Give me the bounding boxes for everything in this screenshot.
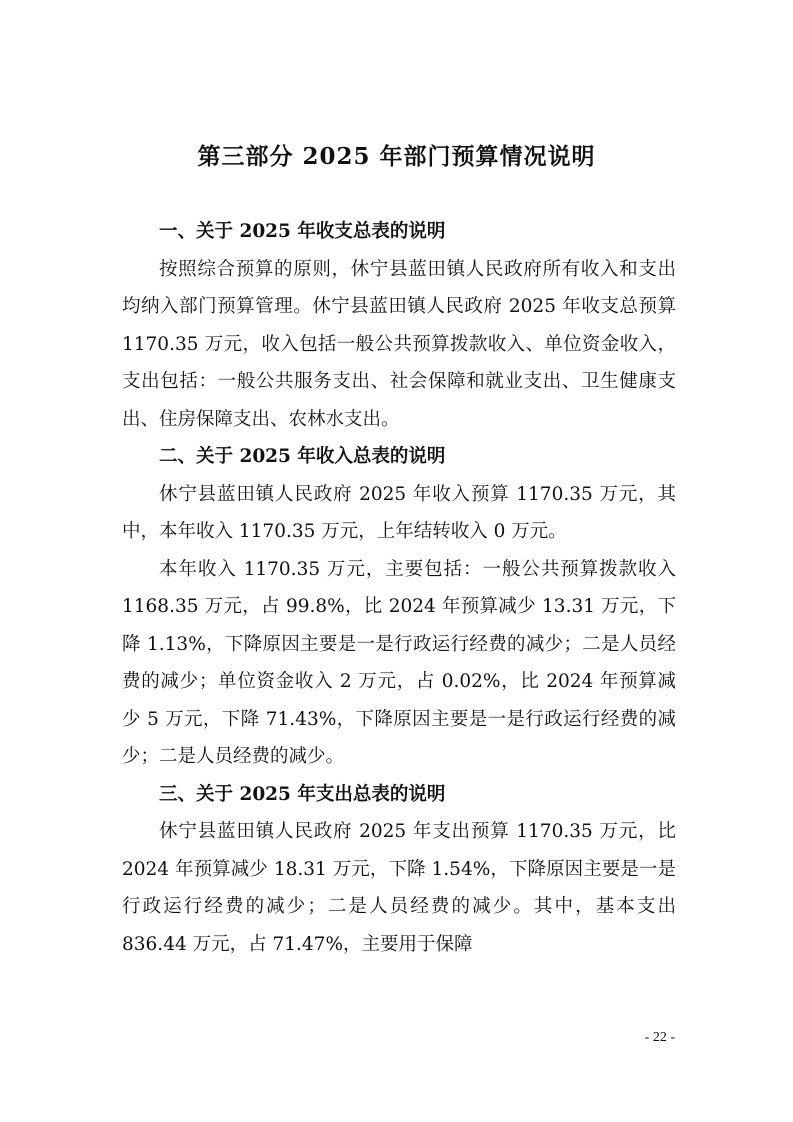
section-1-paragraph-1: 按照综合预算的原则，休宁县蓝田镇人民政府所有收入和支出均纳入部门预算管理。休宁县蓝田镇人民政府 2025 年收支总预算 1170.35 万元，收入包括一般公共预算拨款收入、单位资金收入，支出包括：一般公共服务支出、社会保障和就业支出、卫生健康支出、住房保障支出、农林水支出。 bbox=[122, 258, 676, 430]
section-2-heading: 二、关于 2025 年收入总表的说明 bbox=[159, 446, 446, 467]
document-body bbox=[122, 213, 676, 963]
page-title: 第三部分 2025 年部门预算情况说明 bbox=[197, 143, 596, 170]
section-2-paragraph-2: 本年收入 1170.35 万元，主要包括：一般公共预算拨款收入 1168.35 万元，占 99.8%，比 2024 年预算减少 13.31 万元，下降 1.13%，下降原因主要是一是行政运行经费的减少；二是人员经费的减少；单位资金收入 2 万元，占 0.02%，比 2024 年预算减少 5 万元，下降 71.43%，下降原因主要是一是行政运行经费的减少；二是人员经费的减少。 bbox=[122, 558, 676, 767]
section-1-heading: 一、关于 2025 年收支总表的说明 bbox=[159, 221, 446, 242]
section-3-paragraph-1: 休宁县蓝田镇人民政府 2025 年支出预算 1170.35 万元，比 2024 年预算减少 18.31 万元，下降 1.54%，下降原因主要是一是行政运行经费的减少；二是人员经费的减少。其中，基本支出 836.44 万元，占 71.47%，主要用于保障 bbox=[122, 821, 676, 955]
page-number: - 22 - bbox=[644, 1030, 675, 1045]
section-3-heading: 三、关于 2025 年支出总表的说明 bbox=[159, 783, 446, 805]
section-2-paragraph-1: 休宁县蓝田镇人民政府 2025 年收入预算 1170.35 万元，其中，本年收入 1170.35 万元，上年结转收入 0 万元。 bbox=[122, 483, 676, 542]
